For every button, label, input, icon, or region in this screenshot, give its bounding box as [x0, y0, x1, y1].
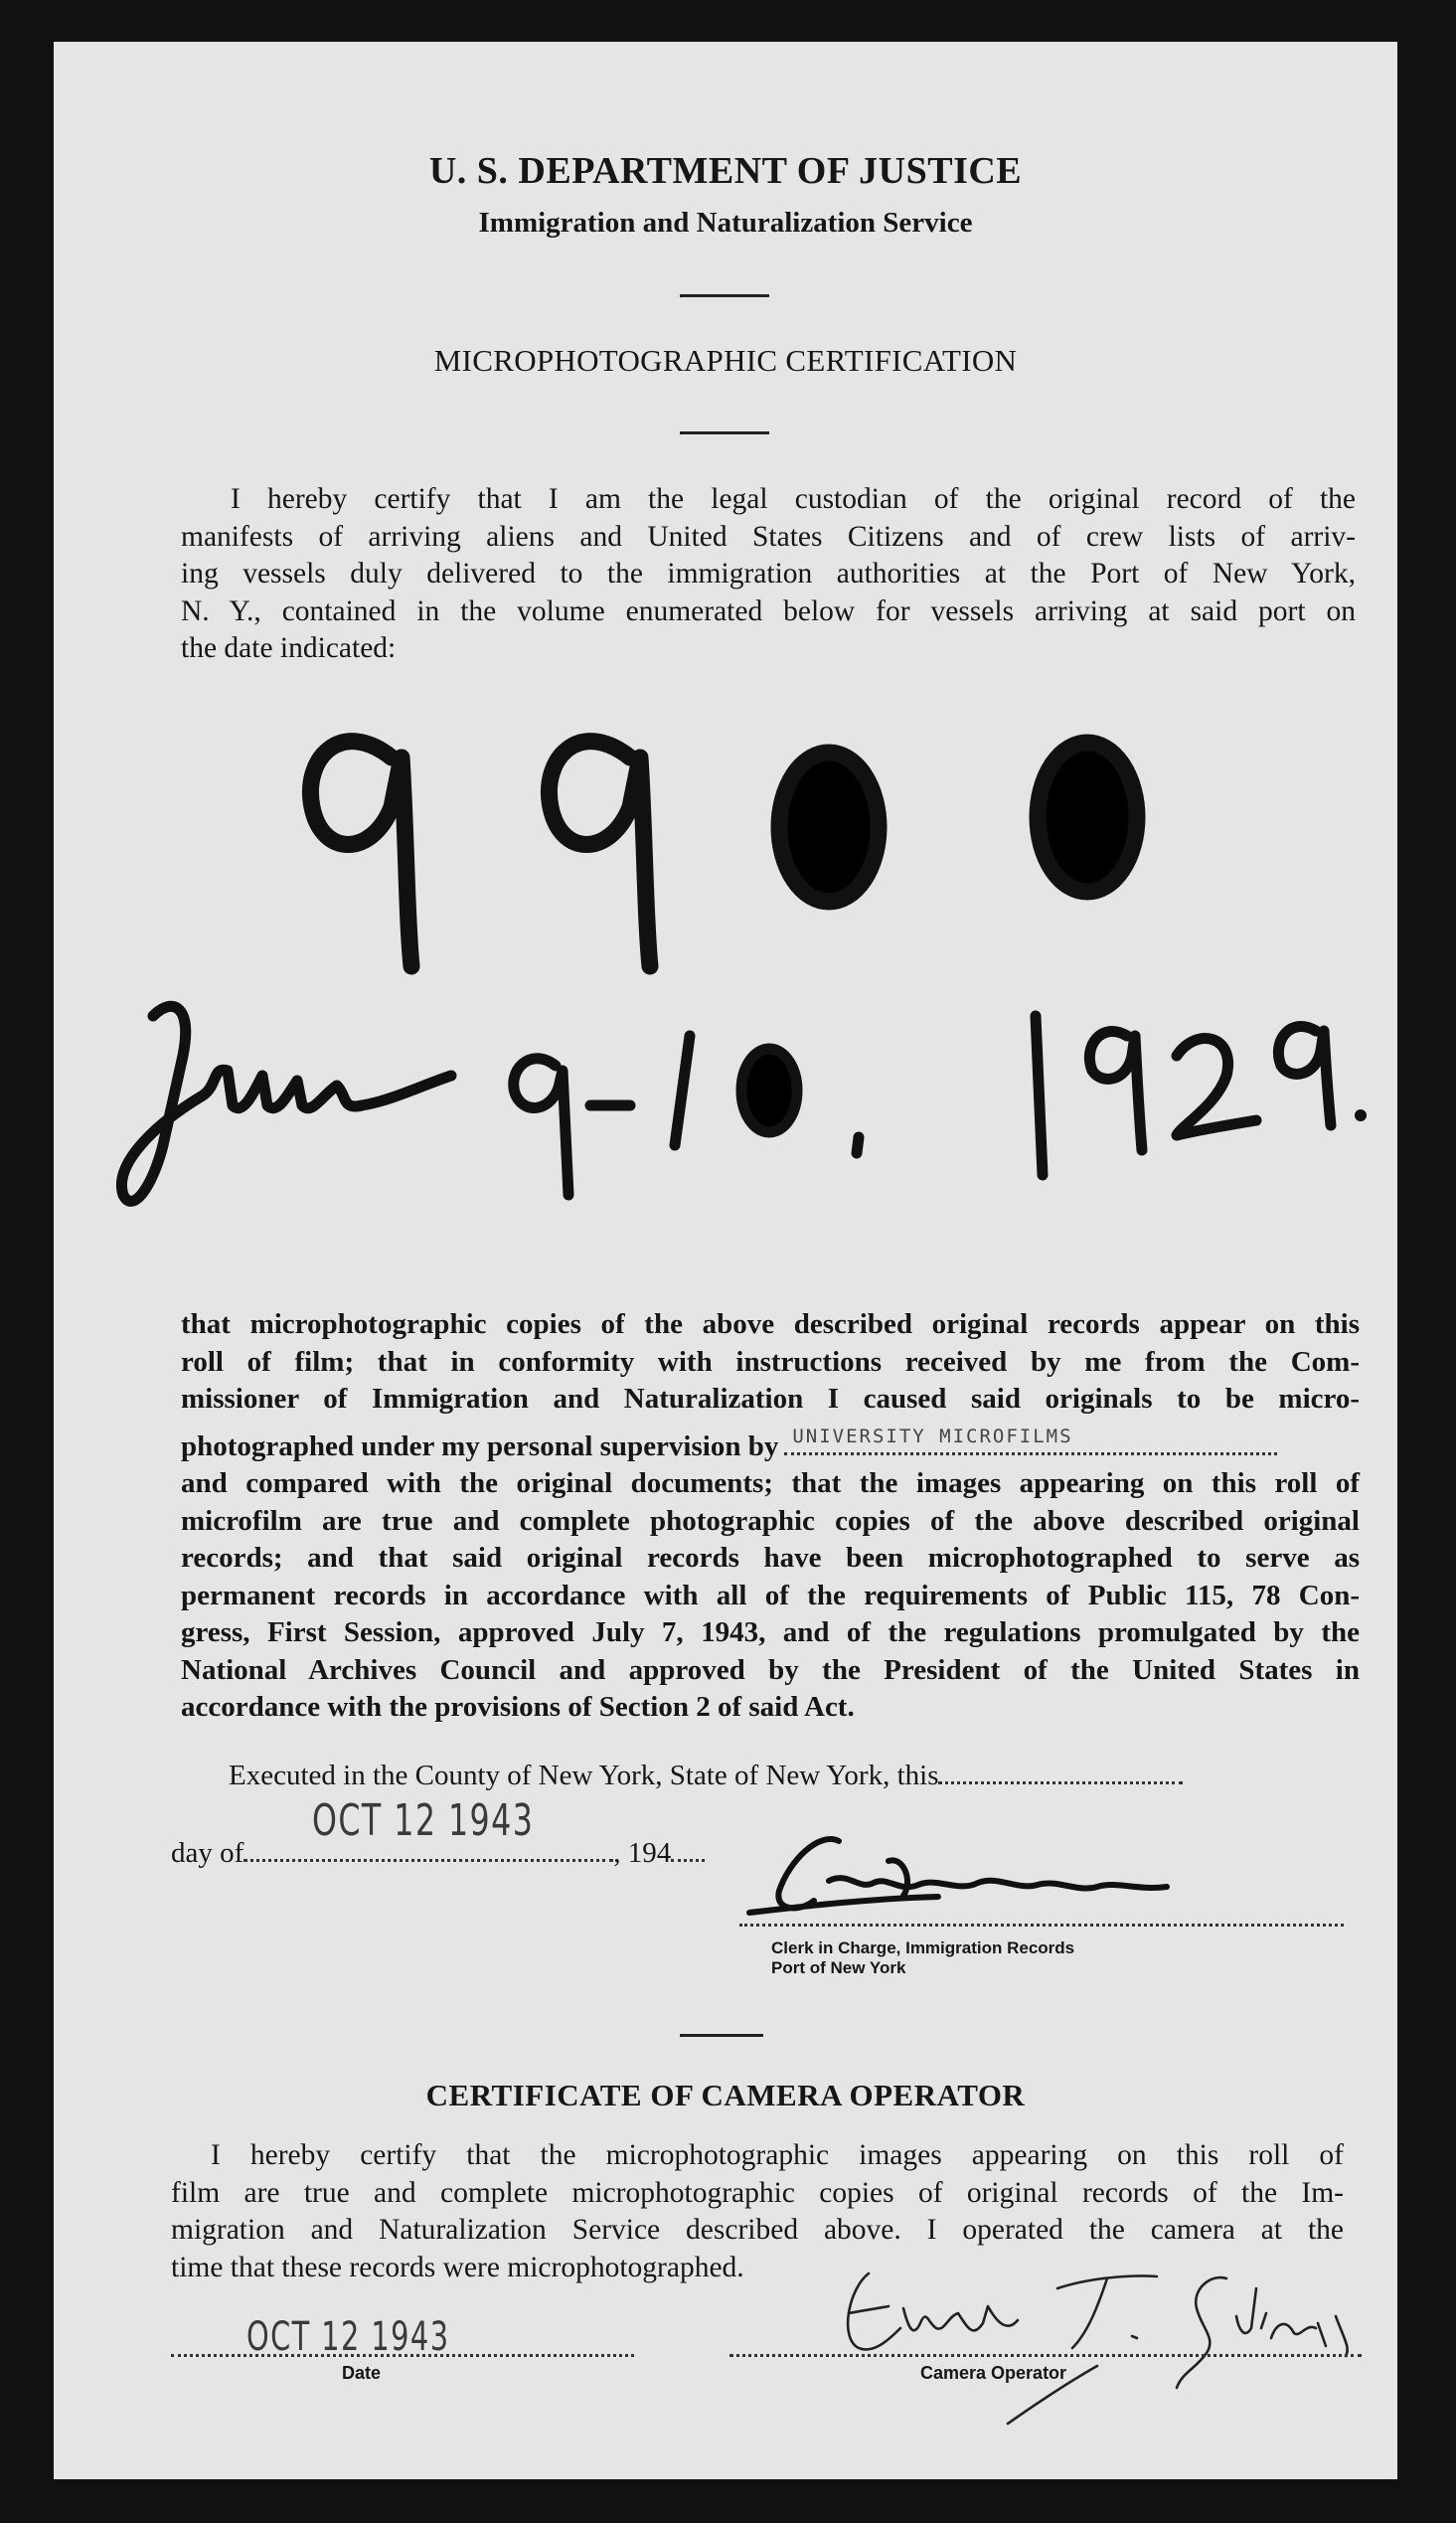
- statement-line: N. Y., contained in the volume enumerated below for vessels arriving at said port on: [181, 594, 1356, 627]
- department-title: U. S. DEPARTMENT OF JUSTICE: [428, 150, 1023, 192]
- statement-line: missioner of Immigration and Naturalization I caused said originals to be micro-: [181, 1383, 1360, 1415]
- day-of-label: day of: [171, 1837, 244, 1869]
- statement-line: migration and Naturalization Service described above. I operated the camera at the: [171, 2214, 1344, 2246]
- service-subtitle: Immigration and Naturalization Service: [478, 207, 973, 239]
- statement-line: the date indicated:: [181, 632, 397, 664]
- day-date-stamp: OCT 12 1943: [312, 1795, 535, 1846]
- day-fill-line: [243, 1858, 613, 1862]
- statement-line: manifests of arriving aliens and United States Citizens and of crew lists of arriv-: [181, 520, 1356, 553]
- supervision-line: [181, 1426, 1360, 1466]
- divider-rule: [680, 294, 769, 297]
- statement-line: film are true and complete microphotographic copies of original records of the Im-: [171, 2176, 1344, 2209]
- handwritten-volume-and-date: [93, 678, 1385, 1235]
- date-signature-line: [171, 2354, 634, 2357]
- statement-line: gress, First Session, approved July 7, 1943, and of the regulations promulgated by the: [181, 1616, 1360, 1648]
- clerk-caption: [771, 1938, 1074, 1978]
- camera-operator-signature: [809, 2229, 1366, 2438]
- executed-fill-line: [938, 1780, 1183, 1784]
- day-of-line: [171, 1837, 705, 1870]
- statement-line: ing vessels duly delivered to the immigration authorities at the Port of New York,: [181, 558, 1356, 589]
- supervision-prefix: photographed under my personal supervision by: [181, 1430, 779, 1462]
- statement-line: permanent records in accordance with all of the requirements of Public 115, 78 Con-: [181, 1579, 1360, 1611]
- custodian-statement: [181, 481, 1356, 668]
- camera-certificate-title: CERTIFICATE OF CAMERA OPERATOR: [425, 2078, 1026, 2112]
- executed-line: [229, 1760, 1183, 1792]
- divider-rule: [680, 2034, 763, 2037]
- divider-rule: [680, 431, 769, 434]
- statement-line: I hereby certify that the microphotographic images appearing on this roll of: [211, 2139, 1344, 2171]
- handwritten-volume: [310, 742, 1137, 966]
- clerk-location: Port of New York: [771, 1958, 906, 1977]
- certificate-page: [54, 42, 1397, 2479]
- statement-line: records; and that said original records have been microphotographed to serve as: [181, 1542, 1360, 1574]
- supervision-fill-line: [784, 1426, 1277, 1455]
- operator-signature-line: [729, 2354, 1362, 2357]
- certification-title: MICROPHOTOGRAPHIC CERTIFICATION: [433, 343, 1018, 378]
- clerk-signature-line: [739, 1924, 1344, 1927]
- statement-line: accordance with the provisions of Section 2 of said Act.: [181, 1691, 855, 1723]
- custodian-statement-continued: [181, 1306, 1360, 1727]
- operator-caption: Camera Operator: [920, 2363, 1067, 2383]
- statement-line: time that these records were microphotographed.: [171, 2251, 744, 2283]
- clerk-signature: [690, 1821, 1246, 1931]
- statement-line: microfilm are true and complete photographic copies of the above described original: [181, 1504, 1360, 1537]
- executed-text: Executed in the County of New York, State of New York, this: [229, 1760, 939, 1791]
- supervision-stamp: UNIVERSITY MICROFILMS: [792, 1426, 1073, 1447]
- camera-date-stamp: OCT 12 1943: [246, 2314, 450, 2360]
- handwritten-date: [121, 1006, 1367, 1201]
- statement-line: National Archives Council and approved by the President of the United States in: [181, 1653, 1360, 1686]
- date-caption: Date: [342, 2363, 382, 2383]
- year-prefix: , 194: [613, 1837, 672, 1869]
- statement-line: I hereby certify that I am the legal custodian of the original record of the: [231, 483, 1356, 515]
- statement-line: that microphotographic copies of the above described original records appear on this: [181, 1308, 1360, 1340]
- statement-line: roll of film; that in conformity with instructions received by me from the Com-: [181, 1345, 1360, 1378]
- clerk-title: Clerk in Charge, Immigration Records: [771, 1938, 1075, 1957]
- statement-line: and compared with the original documents; that the images appearing on this roll of: [181, 1467, 1360, 1499]
